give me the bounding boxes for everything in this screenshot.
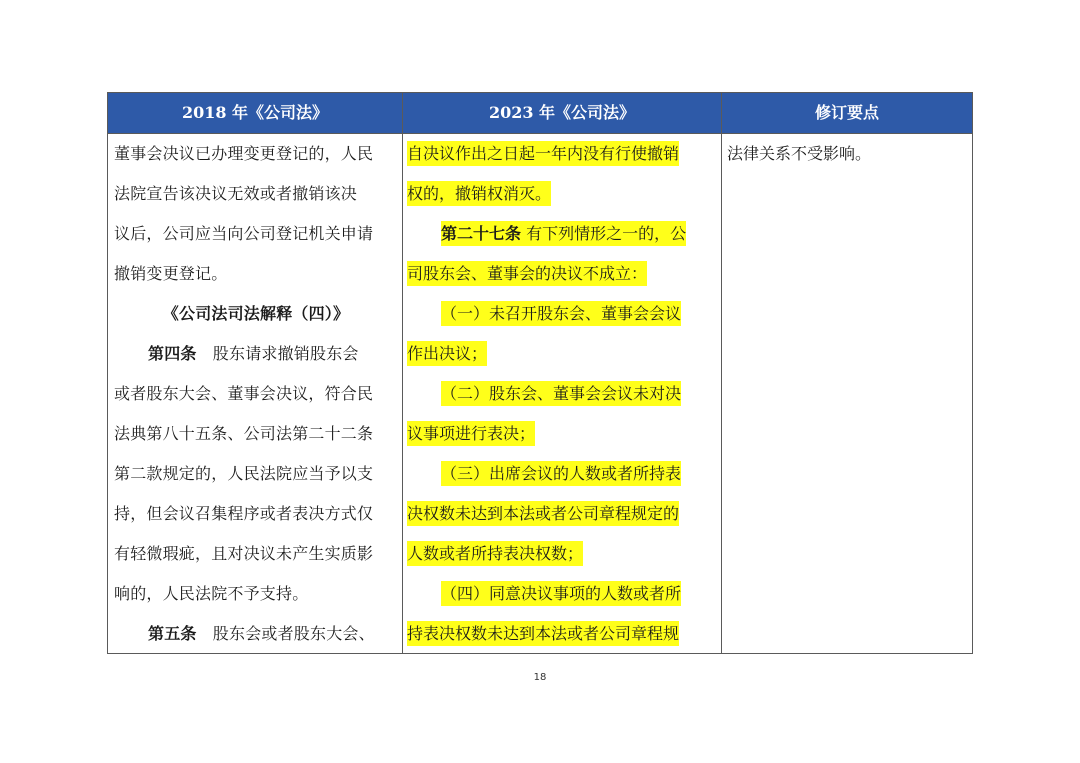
text-line: 持，但会议召集程序或者表决方式仅 [114,504,374,523]
list-item: （一）未召开股东会、董事会会议 [407,294,717,334]
text-line: 议事项进行表决； [407,414,717,454]
list-item: （二）股东会、董事会会议未对决 [407,374,717,414]
text-line: 或者股东大会、董事会决议，符合民 [114,384,374,403]
interpretation-title: 《公司法司法解释（四）》 [162,304,350,323]
article-5-label: 第五条 [148,624,197,643]
text-line: 法院宣告该决议无效或者撤销该决 [114,184,358,203]
table-header [108,93,972,134]
column-2018-law [114,134,398,653]
text-line: 法典第八十五条、公司法第二十二条 [114,424,374,443]
header-2018-law: 2018 年《公司法》 [181,103,329,122]
article-27-first-line: 第二十七条 有下列情形之一的，公 [407,214,717,254]
header-revision-points: 修订要点 [814,103,879,122]
list-item: （三）出席会议的人数或者所持表 [407,454,717,494]
text-line: 权的，撤销权消灭。 [407,174,717,214]
text-line: 作出决议； [407,334,717,374]
text-line: 自决议作出之日起一年内没有行使撤销 [407,134,717,174]
article-27-label: 第二十七条 [441,224,522,243]
text-line: 第二款规定的，人民法院应当予以支 [114,464,374,483]
text-line: 响的，人民法院不予支持。 [114,584,309,603]
text-line: 人数或者所持表决权数； [407,534,717,574]
text-line: 决权数未达到本法或者公司章程规定的 [407,494,717,534]
article-5-first-line: 第五条 股东会或者股东大会、 [148,624,375,643]
text-line: 有轻微瑕疵，且对决议未产生实质影 [114,544,374,563]
column-2023-law [407,134,717,653]
article-4-first-line: 第四条 股东请求撤销股东会 [148,344,359,363]
text-line: 撤销变更登记。 [114,264,228,283]
page-number: 18 [533,672,547,683]
article-4-label: 第四条 [148,344,197,363]
revision-note: 法律关系不受影响。 [727,144,872,163]
text-line: 持表决权数未达到本法或者公司章程规 [407,614,717,653]
comparison-table [107,92,973,654]
text-line: 议后，公司应当向公司登记机关申请 [114,224,374,243]
list-item: （四）同意决议事项的人数或者所 [407,574,717,614]
text-line: 司股东会、董事会的决议不成立： [407,254,717,294]
column-revision-points [727,134,967,653]
header-2023-law: 2023 年《公司法》 [488,103,636,122]
text-line: 董事会决议已办理变更登记的，人民 [114,144,374,163]
column-divider-1 [402,93,403,653]
column-divider-2 [721,93,722,653]
